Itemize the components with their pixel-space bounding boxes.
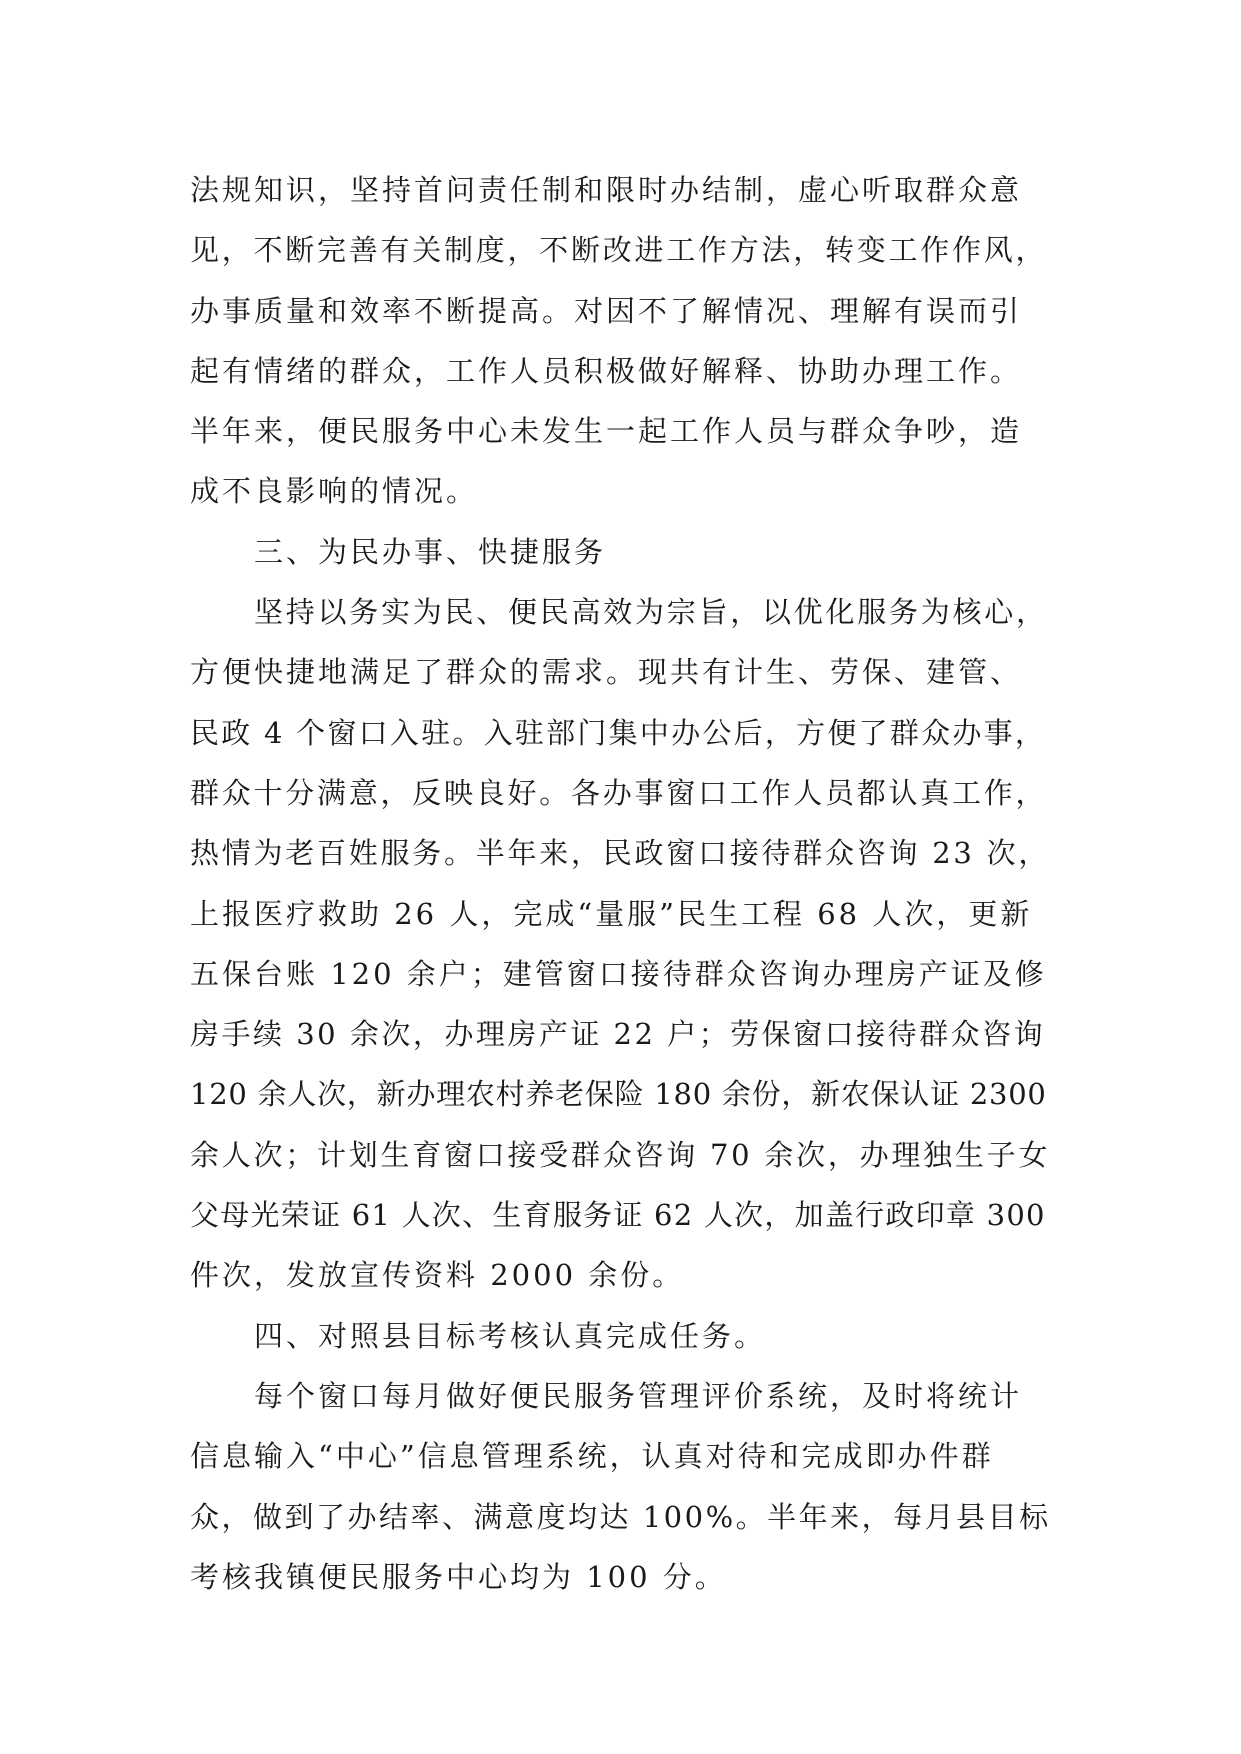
text-line: 120 余人次，新办理农村养老保险 180 余份，新农保认证 2300 [190,1077,1047,1112]
text-line: 考核我镇便民服务中心均为 100 分。 [190,1559,727,1594]
text-line: 办事质量和效率不断提高。对因不了解情况、理解有误而引 [190,293,1023,328]
text-line: 民政 4 个窗口入驻。入驻部门集中办公后，方便了群众办事， [190,715,1047,750]
text-line: 余人次；计划生育窗口接受群众咨询 70 余次，办理独生子女 [190,1137,1051,1172]
text-line: 法规知识，坚持首问责任制和限时办结制，虚心听取群众意 [190,173,1023,207]
text-line: 上报医疗救助 26 人，完成“量服”民生工程 68 人次，更新 [190,896,1033,931]
text-line: 房手续 30 余次，办理房产证 22 户；劳保窗口接待群众咨询 [190,1017,1046,1052]
text-line: 成不良影响的情况。 [190,474,479,509]
text-line: 起有情绪的群众，工作人员积极做好解释、协助办理工作。 [190,353,1023,388]
text-line: 五保台账 120 余户；建管窗口接待群众咨询办理房产证及修 [190,956,1047,991]
text-line: 群众十分满意，反映良好。各办事窗口工作人员都认真工作， [190,775,1048,810]
text-line: 方便快捷地满足了群众的需求。现共有计生、劳保、建管、 [190,655,1023,690]
text-line: 每个窗口每月做好便民服务管理评价系统，及时将统计 [254,1378,1023,1413]
text-line: 半年来，便民服务中心未发生一起工作人员与群众争吵，造 [190,414,1023,449]
text-line: 信息输入“中心”信息管理系统，认真对待和完成即办件群 [190,1439,994,1474]
text-line: 见，不断完善有关制度，不断改进工作方法，转变工作作风， [190,233,1048,268]
text-line: 众，做到了办结率、满意度均达 100%。半年来，每月县目标 [190,1499,1051,1534]
document-body [190,160,1050,1607]
text-line: 三、为民办事、快捷服务 [254,534,607,569]
text-line: 四、对照县目标考核认真完成任务。 [254,1318,767,1353]
text-line: 坚持以务实为民、便民高效为宗旨，以优化服务为核心， [254,595,1048,630]
text-line: 热情为老百姓服务。半年来，民政窗口接待群众咨询 23 次， [190,836,1051,871]
text-line: 父母光荣证 61 人次、生育服务证 62 人次，加盖行政印章 300 [190,1198,1046,1233]
text-line: 件次，发放宣传资料 2000 余份。 [190,1258,685,1293]
